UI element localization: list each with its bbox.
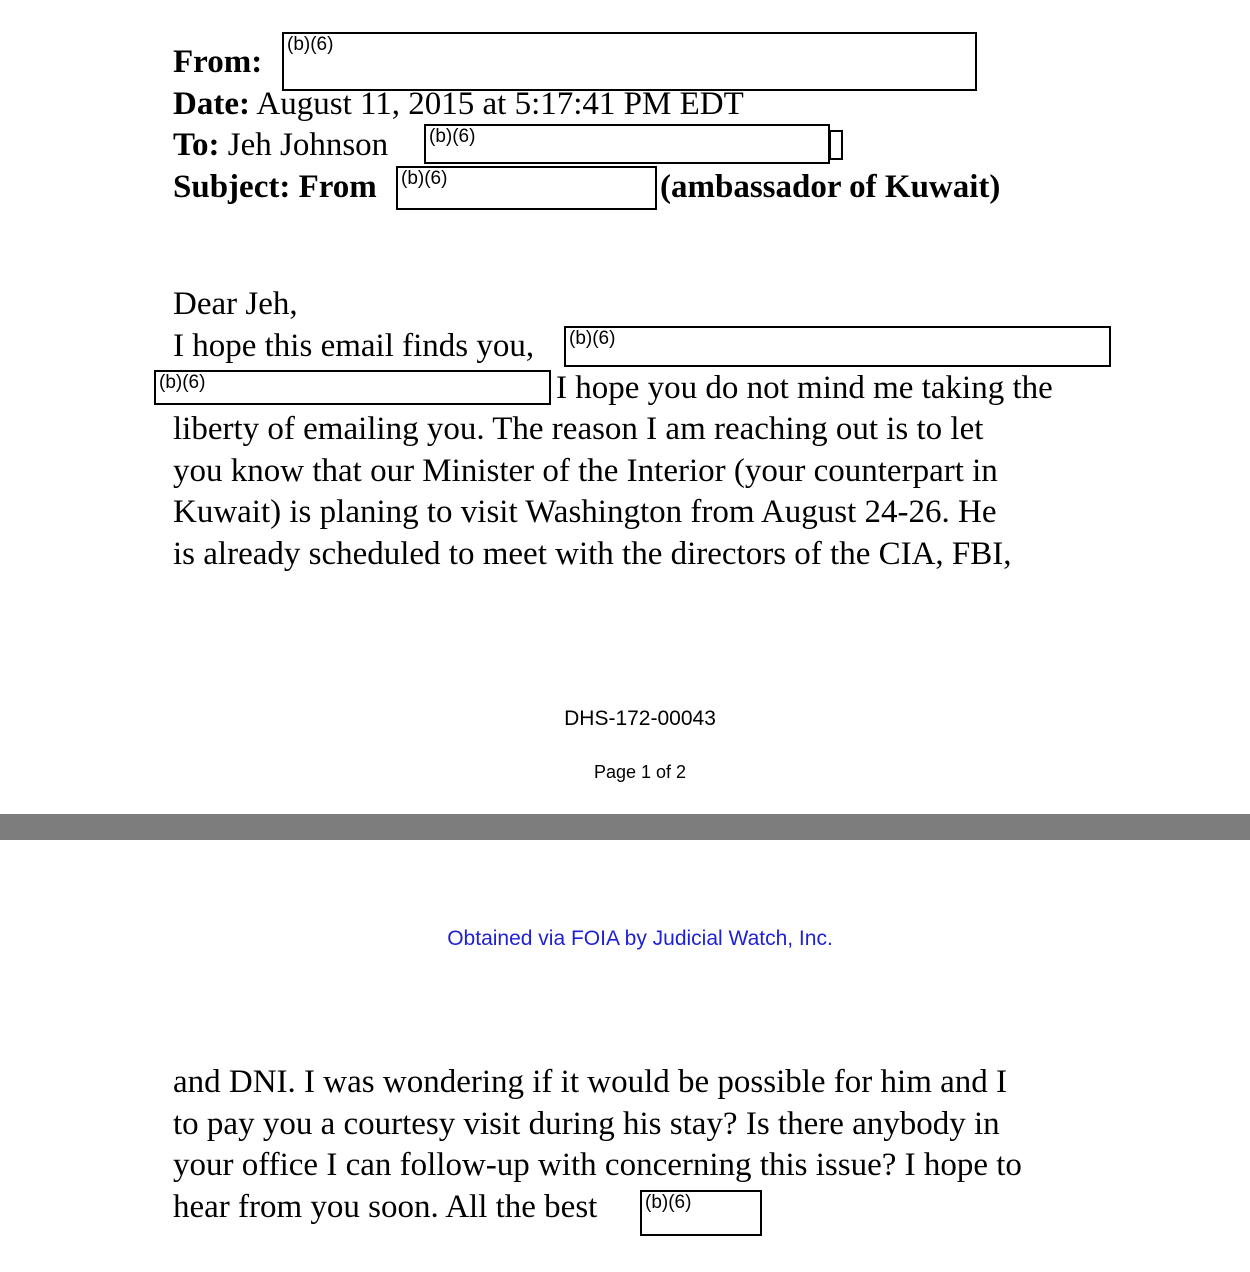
redaction-box-to xyxy=(424,124,830,164)
redaction-code: (b)(6) xyxy=(429,126,476,147)
to-line xyxy=(173,125,388,165)
redaction-box-body-2 xyxy=(154,370,551,405)
body-line-8: to pay you a courtesy visit during his stay? Is there anybody in xyxy=(173,1106,1000,1142)
page-separator xyxy=(0,812,1250,842)
redaction-code: (b)(6) xyxy=(401,168,448,189)
page-separator-bar xyxy=(0,814,1250,840)
body-line-7: and DNI. I was wondering if it would be possible for him and I xyxy=(173,1064,1008,1100)
redaction-box-body-1 xyxy=(564,326,1111,367)
date-label: Date: xyxy=(173,86,250,122)
date-value: August 11, 2015 at 5:17:41 PM EDT xyxy=(256,86,744,122)
redaction-code: (b)(6) xyxy=(569,328,616,349)
foia-watermark: Obtained via FOIA by Judicial Watch, Inc. xyxy=(447,927,833,950)
body-line-9: your office I can follow-up with concerning this issue? I hope to xyxy=(173,1147,1022,1183)
redaction-box-subject xyxy=(396,166,657,210)
body-line-6: is already scheduled to meet with the directors of the CIA, FBI, xyxy=(173,536,1012,572)
from-label: From: xyxy=(173,44,263,80)
redaction-code: (b)(6) xyxy=(287,34,334,55)
redaction-box-signature xyxy=(640,1190,762,1236)
to-label: To: xyxy=(173,127,220,163)
body-line-10: hear from you soon. All the best xyxy=(173,1189,598,1225)
redaction-code: (b)(6) xyxy=(159,372,206,393)
redaction-box-from xyxy=(282,32,977,91)
to-value: Jeh Johnson xyxy=(227,127,389,163)
subject-suffix: (ambassador of Kuwait) xyxy=(660,169,1001,205)
redaction-code: (b)(6) xyxy=(645,1192,692,1213)
document-page-2 xyxy=(0,842,1250,1272)
body-line-4: you know that our Minister of the Interior (your counterpart in xyxy=(173,453,998,489)
redaction-box-to-end xyxy=(829,130,843,160)
body-line-3: liberty of emailing you. The reason I am reaching out is to let xyxy=(173,411,984,447)
date-line xyxy=(173,84,744,124)
greeting: Dear Jeh, xyxy=(173,286,298,322)
page-indicator: Page 1 of 2 xyxy=(593,762,687,782)
subject-label: Subject: From xyxy=(173,169,377,205)
body-line-2: I hope you do not mind me taking the xyxy=(556,370,1053,406)
body-line-5: Kuwait) is planing to visit Washington from August 24-26. He xyxy=(173,494,997,530)
body-line-1: I hope this email finds you, xyxy=(173,328,535,364)
bates-number: DHS-172-00043 xyxy=(564,707,716,730)
